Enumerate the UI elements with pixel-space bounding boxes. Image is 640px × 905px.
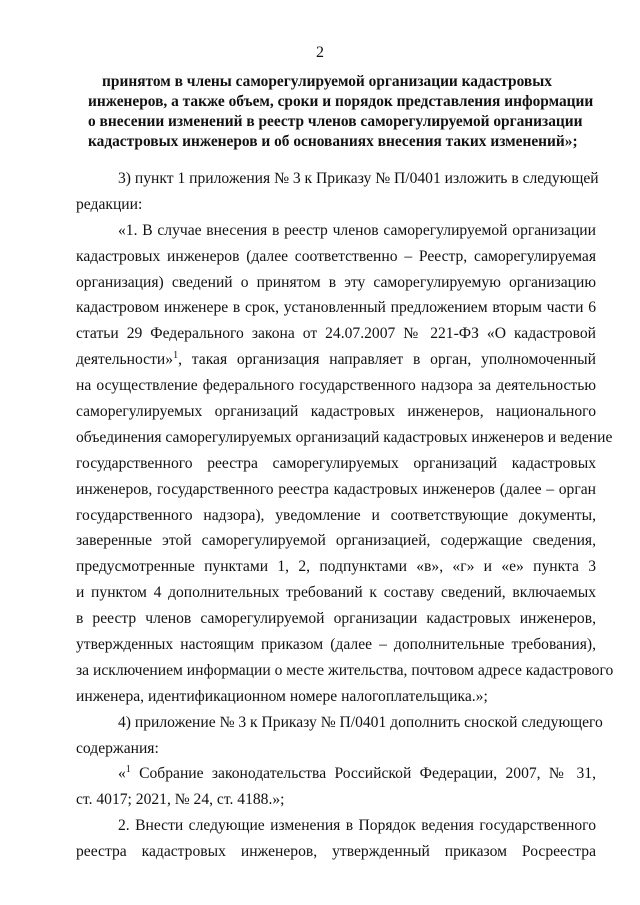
quote-line: утвержденных настоящим приказом (далее – дополнительные требования), xyxy=(76,636,596,654)
paragraph-4-line: содержания: xyxy=(76,739,159,757)
heading-line: кадастровых инженеров и об основаниях внесения таких изменений»; xyxy=(88,133,578,150)
quote-line: кадастровых инженеров (далее соответственно – Реестр, саморегулируемая xyxy=(76,247,596,265)
quote-line: саморегулируемых организаций кадастровых инженеров, национального xyxy=(76,403,596,421)
quote-line xyxy=(76,347,596,373)
quote-line: заверенные этой саморегулируемой организацией, содержащие сведения, xyxy=(76,532,596,550)
quote-line: организация) сведений о принятом в эту саморегулируемую организацию xyxy=(76,273,596,291)
item-2-line: 2. Внести следующие изменения в Порядок ведения государственного xyxy=(118,817,596,835)
quote-line: «1. В случае внесения в реестр членов саморегулируемой организации xyxy=(118,221,596,239)
paragraph-3-line: редакции: xyxy=(76,195,143,213)
footnote-mark: 1 xyxy=(125,764,131,776)
footnote-line xyxy=(76,761,596,787)
footnote-text: Собрание законодательства Российской Федерации, 2007, № 31, xyxy=(130,765,596,783)
document-body xyxy=(76,166,614,865)
quote-line: государственного надзора), уведомление и соответствующие документы, xyxy=(76,506,596,524)
page-number: 2 xyxy=(316,44,324,61)
quote-line: государственного реестра саморегулируемых организаций кадастровых xyxy=(76,454,596,472)
quote-line: объединения саморегулируемых организаций кадастровых инженеров и ведение xyxy=(76,428,613,446)
quote-text: , такая организация направляет в орган, уполномоченный xyxy=(178,351,596,369)
quote-text: деятельности» xyxy=(76,351,174,369)
quote-line: на осуществление федерального государственного надзора за деятельностью xyxy=(76,377,596,395)
quote-line: в реестр членов саморегулируемой организации кадастровых инженеров, xyxy=(76,610,596,628)
heading-line: о внесении изменений в реестр членов саморегулируемой организации xyxy=(88,113,583,130)
footnote-line: ст. 4017; 2021, № 24, ст. 4188.»; xyxy=(76,791,285,809)
quote-line: за исключением информации о месте жительства, почтовом адресе кадастрового xyxy=(76,661,614,679)
section-heading xyxy=(88,72,594,152)
quote-line: кадастровом инженере в срок, установленный предложением вторым части 6 xyxy=(76,299,596,317)
heading-line: инженеров, а также объем, сроки и порядок представления информации xyxy=(88,93,594,110)
footnote-ref: 1 xyxy=(173,350,179,362)
quote-line: статьи 29 Федерального закона от 24.07.2007 № 221-ФЗ «О кадастровой xyxy=(76,325,596,343)
paragraph-3-line: 3) пункт 1 приложения № 3 к Приказу № П/0401 изложить в следующей xyxy=(118,170,599,187)
item-2-line: реестра кадастровых инженеров, утвержденный приказом Росреестра xyxy=(76,843,596,861)
quote-line: инженеров, государственного реестра кадастровых инженеров (далее – орган xyxy=(76,480,596,498)
heading-line: принятом в члены саморегулируемой организации кадастровых xyxy=(102,73,552,90)
footnote-text: « xyxy=(118,765,126,783)
quote-line: предусмотренные пунктами 1, 2, подпунктами «в», «г» и «е» пункта 3 xyxy=(76,558,596,576)
quote-line: и пунктом 4 дополнительных требований к составу сведений, включаемых xyxy=(76,584,596,602)
paragraph-4-line: 4) приложение № 3 к Приказу № П/0401 дополнить сноской следующего xyxy=(118,713,603,731)
quote-line: инженера, идентификационном номере налогоплательщика.»; xyxy=(76,687,488,705)
